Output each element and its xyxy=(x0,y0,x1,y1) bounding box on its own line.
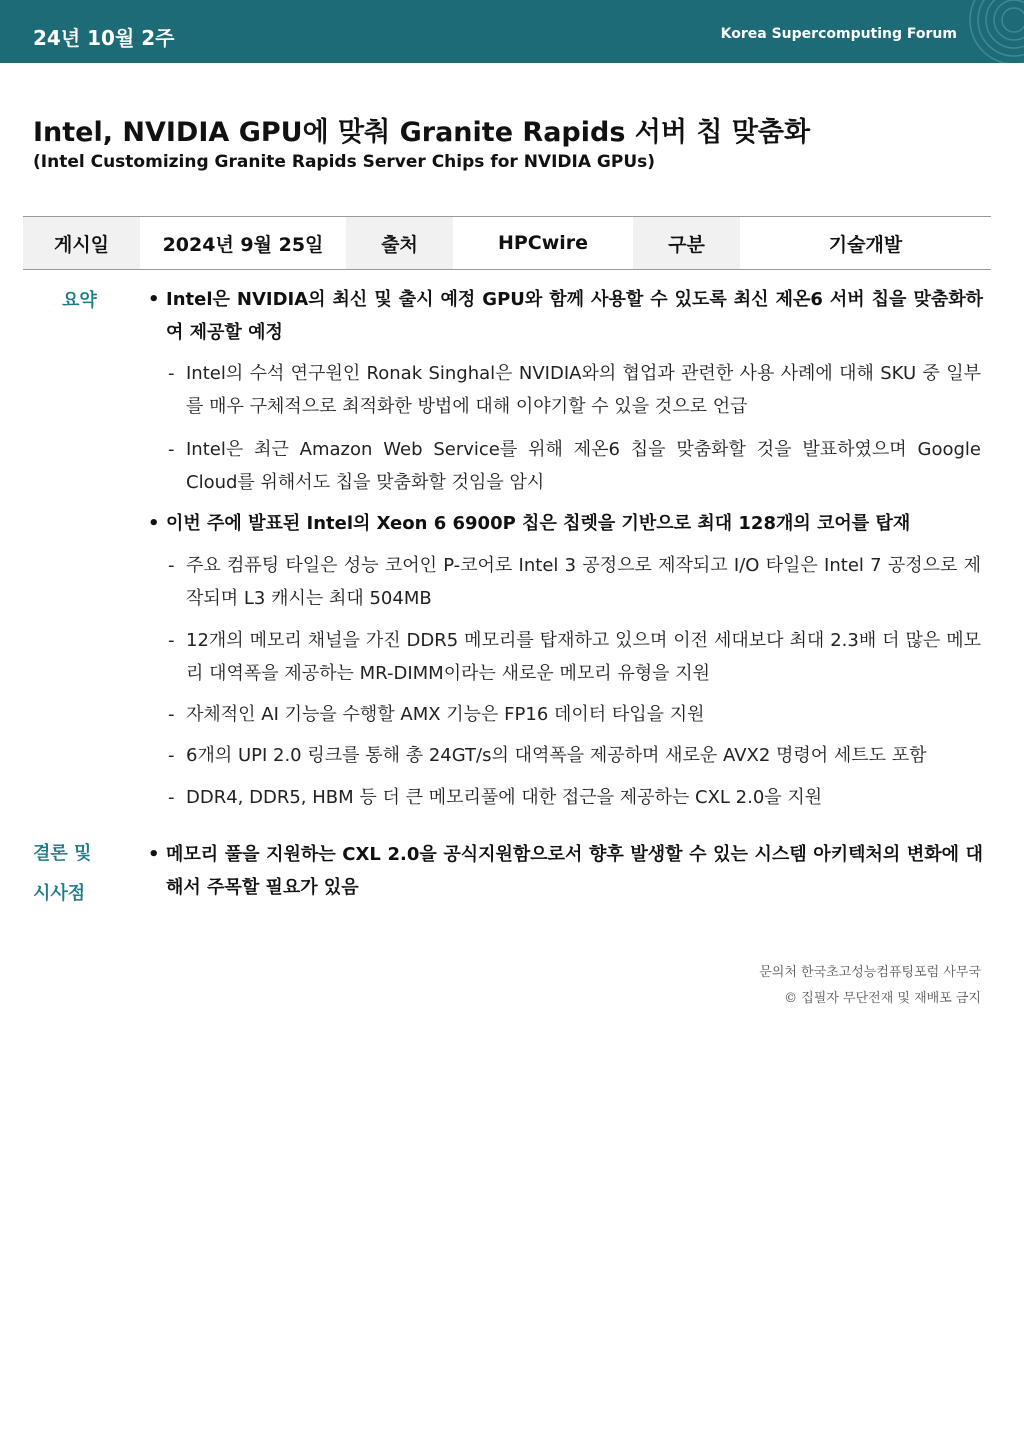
dash-icon: - xyxy=(168,363,175,384)
summary-sub-2-3: - 자체적인 AI 기능을 수행할 AMX 기능은 FP16 데이터 타입을 지원 xyxy=(168,698,981,731)
article-subtitle: (Intel Customizing Granite Rapids Server Chips for NVIDIA GPUs) xyxy=(33,152,656,172)
dash-icon: - xyxy=(168,787,175,808)
summary-sub-2-2: - 12개의 메모리 채널을 가진 DDR5 메모리를 탑재하고 있으며 이전 세대보다 최대 2.3배 더 많은 메모리 대역폭을 제공하는 MR-DIMM이라는 새로운 메모리 유형을 지원 xyxy=(168,624,981,690)
conclusion-bullet: • 메모리 풀을 지원하는 CXL 2.0을 공식지원함으로서 향후 발생할 수 있는 시스템 아키텍처의 변화에 대해서 주목할 필요가 있음 xyxy=(148,838,983,904)
summary-sub-2-1: - 주요 컴퓨팅 타일은 성능 코어인 P-코어로 Intel 3 공정으로 제작되고 I/O 타일은 Intel 7 공정으로 제작되며 L3 캐시는 최대 504MB xyxy=(168,549,981,615)
summary-label: 요약 xyxy=(62,290,97,311)
summary-sub-2-5: - DDR4, DDR5, HBM 등 더 큰 메모리풀에 대한 접근을 제공하는 CXL 2.0을 지원 xyxy=(168,781,981,814)
dash-icon: - xyxy=(168,630,175,651)
conclusion-label-line2: 시사점 xyxy=(33,883,86,904)
organization-name: Korea Supercomputing Forum xyxy=(720,26,957,42)
bullet-dot-icon: • xyxy=(148,513,160,534)
summary-sub-1-1: - Intel의 수석 연구원인 Ronak Singhal은 NVIDIA와의 협업과 관련한 사용 사례에 대해 SKU 중 일부를 매우 구체적으로 최적화한 방법에 대해 이야기할 수 있을 것으로 언급 xyxy=(168,357,981,423)
source-label: 출처 xyxy=(346,217,453,269)
meta-table xyxy=(23,216,991,270)
summary-sub-2-4: - 6개의 UPI 2.0 링크를 통해 총 24GT/s의 대역폭을 제공하며 새로운 AVX2 명령어 세트도 포함 xyxy=(168,739,981,772)
date-label: 게시일 xyxy=(23,217,140,269)
summary-bullet-2: • 이번 주에 발표된 Intel의 Xeon 6 6900P 칩은 칩렛을 기반으로 최대 128개의 코어를 탑재 xyxy=(148,507,983,540)
category-value: 기술개발 xyxy=(828,233,903,256)
issue-week: 24년 10월 2주 xyxy=(33,26,175,50)
footer-copyright: © 집필자 무단전재 및 재배포 금지 xyxy=(784,991,981,1006)
date-value: 2024년 9월 25일 xyxy=(162,233,324,256)
dash-icon: - xyxy=(168,745,175,766)
summary-sub-1-2: - Intel은 최근 Amazon Web Service를 위해 제온6 칩을 맞춤화할 것을 발표하였으며 Google Cloud를 위해서도 칩을 맞춤화할 것임을 암시 xyxy=(168,433,981,499)
dash-icon: - xyxy=(168,555,175,576)
dash-icon: - xyxy=(168,704,175,725)
decorative-swirl-icon xyxy=(934,0,1024,63)
source-value: HPCwire xyxy=(497,232,589,254)
category-label: 구분 xyxy=(633,217,740,269)
dash-icon: - xyxy=(168,439,175,460)
bullet-dot-icon: • xyxy=(148,844,160,865)
article-title: Intel, NVIDIA GPU에 맞춰 Granite Rapids 서버 칩 맞춤화 xyxy=(33,117,811,148)
bullet-dot-icon: • xyxy=(148,289,160,310)
header-bar xyxy=(0,0,1024,63)
summary-bullet-1: • Intel은 NVIDIA의 최신 및 출시 예정 GPU와 함께 사용할 수 있도록 최신 제온6 서버 칩을 맞춤화하여 제공할 예정 xyxy=(148,283,983,349)
conclusion-label-line1: 결론 및 xyxy=(33,843,92,864)
footer-contact: 문의처 한국초고성능컴퓨팅포럼 사무국 xyxy=(759,965,981,980)
